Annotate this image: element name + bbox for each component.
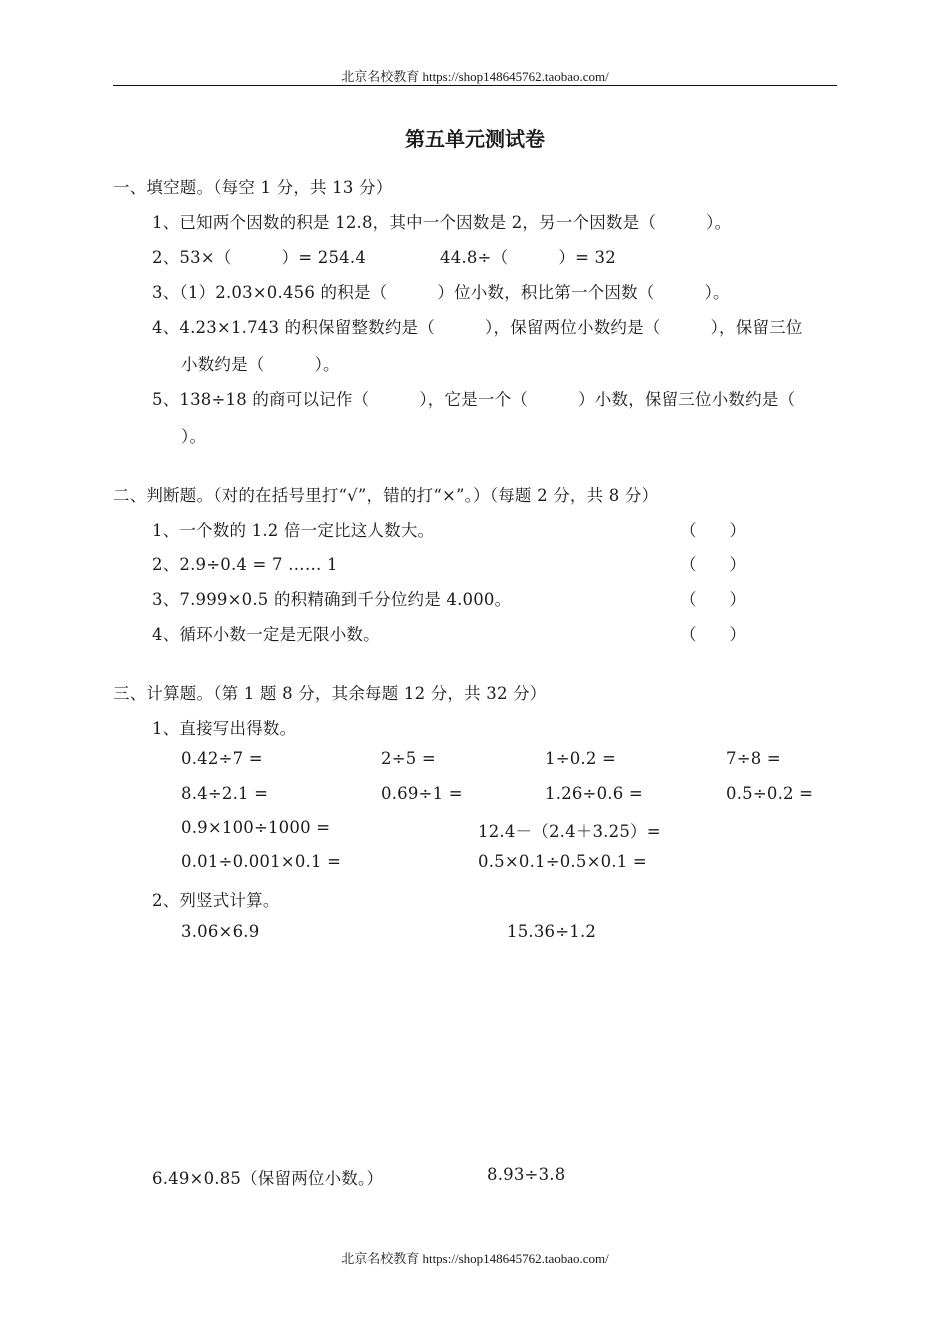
page-header: 北京名校教育 https://shop148645762.taobao.com/: [341, 69, 609, 84]
vertical-calc-4: 8.93÷3.8: [487, 1165, 566, 1184]
section3-heading: 三、计算题。（第 1 题 8 分，其余每题 12 分，共 32 分）: [113, 684, 547, 703]
calc-r2-c3: 1.26÷0.6 =: [545, 784, 643, 803]
section1-question-2b: 44.8÷（ ）= 32: [440, 248, 616, 267]
page-footer: 北京名校教育 https://shop148645762.taobao.com/: [341, 1251, 609, 1266]
section1-question-4-line1: 4、4.23×1.743 的积保留整数约是（ ），保留两位小数约是（ ），保留三位: [152, 318, 803, 337]
section1-question-5-line2: ）。: [181, 427, 207, 446]
judge-item-3-answer-box[interactable]: （ ）: [680, 590, 746, 609]
calc-r2-c4: 0.5÷0.2 =: [726, 784, 814, 803]
section1-heading: 一、填空题。（每空 1 分，共 13 分）: [113, 178, 393, 197]
calc-r4-c2: 0.5×0.1÷0.5×0.1 =: [478, 852, 647, 871]
vertical-calc-3: 6.49×0.85（保留两位小数。）: [152, 1169, 384, 1188]
vertical-calc-2: 15.36÷1.2: [507, 922, 597, 941]
section1-question-5-line1: 5、138÷18 的商可以记作（ ），它是一个（ ）小数，保留三位小数约是（: [152, 390, 796, 409]
vertical-calc-1: 3.06×6.9: [181, 922, 260, 941]
judge-item-1-answer-box[interactable]: （ ）: [680, 521, 746, 540]
calc-r4-c1: 0.01÷0.001×0.1 =: [181, 852, 342, 871]
page-title: 第五单元测试卷: [405, 127, 545, 151]
section3-sub2-title: 2、列竖式计算。: [152, 891, 280, 910]
section1-question-4-line2: 小数约是（ ）。: [181, 355, 340, 374]
header-divider: [113, 85, 837, 86]
judge-item-1-text: 1、一个数的 1.2 倍一定比这人数大。: [152, 521, 435, 540]
calc-r2-c1: 8.4÷2.1 =: [181, 784, 269, 803]
section1-question-1: 1、已知两个因数的积是 12.8，其中一个因数是 2，另一个因数是（ ）。: [152, 213, 732, 232]
calc-r2-c2: 0.69÷1 =: [381, 784, 463, 803]
judge-item-4-answer-box[interactable]: （ ）: [680, 625, 746, 644]
judge-item-3-text: 3、7.999×0.5 的积精确到千分位约是 4.000。: [152, 590, 512, 609]
calc-r1-c3: 1÷0.2 =: [545, 749, 617, 768]
calc-r1-c4: 7÷8 =: [726, 749, 781, 768]
judge-item-2-answer-box[interactable]: （ ）: [680, 555, 746, 574]
judge-item-2-text: 2、2.9÷0.4 = 7 …… 1: [152, 555, 338, 574]
judge-item-4-text: 4、循环小数一定是无限小数。: [152, 625, 380, 644]
calc-r3-c2: 12.4－（2.4＋3.25）=: [478, 822, 661, 841]
calc-r1-c1: 0.42÷7 =: [181, 749, 263, 768]
section1-question-3: 3、（1）2.03×0.456 的积是（ ）位小数，积比第一个因数（ ）。: [152, 283, 730, 302]
section2-heading: 二、判断题。（对的在括号里打“√”，错的打“×”。）（每题 2 分，共 8 分）: [113, 486, 659, 505]
section3-sub1-title: 1、直接写出得数。: [152, 719, 297, 738]
section1-question-2a: 2、53×（ ）= 254.4: [152, 248, 367, 267]
calc-r1-c2: 2÷5 =: [381, 749, 436, 768]
calc-r3-c1: 0.9×100÷1000 =: [181, 818, 331, 837]
